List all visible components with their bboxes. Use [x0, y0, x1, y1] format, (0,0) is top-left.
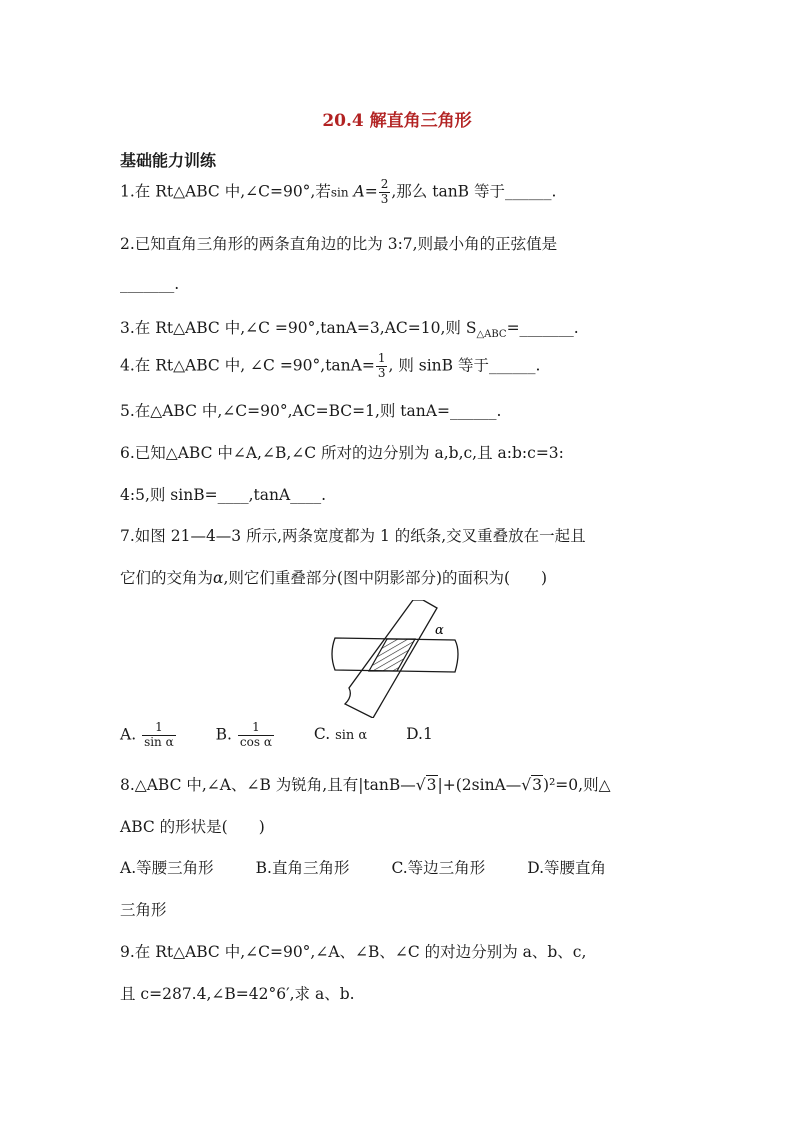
q7-option-c-label: C.: [313, 725, 331, 744]
question-3: [120, 316, 680, 340]
q4-denominator: 3: [377, 365, 386, 380]
crossing-strips-figure: [325, 600, 465, 718]
q3-subscript: △ABC: [476, 329, 507, 341]
q8-option-b: B.直角三角形: [255, 859, 350, 877]
question-7-line-2: [120, 566, 680, 588]
q1-post: ,那么 tanB 等于______.: [391, 182, 557, 201]
q7-option-a-label: A.: [120, 725, 137, 744]
q8-pre: 8.△ABC 中,∠A、∠B 为锐角,且有|tanB—: [120, 776, 416, 794]
q4-numerator: 1: [377, 351, 386, 365]
q3-post: =_______.: [506, 319, 579, 337]
section-heading: 基础能力训练: [120, 151, 217, 170]
q7-option-c-text: sin α: [335, 728, 368, 744]
question-7-options: [120, 721, 680, 750]
q7-alpha: α: [213, 569, 224, 587]
q7-option-d: [406, 725, 433, 743]
question-2-line-1: 2.已知直角三角形的两条直角边的比为 3:7,则最小角的正弦值是: [120, 235, 558, 253]
q7-line2-pre: 它们的交角为: [120, 569, 214, 587]
question-5: 5.在△ABC 中,∠C=90°,AC=BC=1,则 tanA=______.: [120, 402, 502, 420]
overlap-region: [369, 639, 415, 671]
question-8-line-2: ABC 的形状是( ): [120, 818, 265, 836]
q8-option-a: A.等腰三角形: [120, 859, 214, 877]
question-4: [120, 352, 680, 381]
q8-mid: |+(2sinA—: [437, 776, 522, 794]
question-7-line-1: 7.如图 21—4—3 所示,两条宽度都为 1 的纸条,交叉重叠放在一起且: [120, 527, 586, 545]
q4-text: 4.在 Rt△ABC 中, ∠C =90°,tanA=: [120, 356, 375, 375]
q7-option-b-num: 1: [238, 721, 274, 736]
q7-option-c: [314, 725, 367, 743]
q7-option-b: [216, 721, 275, 750]
q7-option-d-label: D.: [406, 725, 423, 744]
q7-option-b-label: B.: [215, 725, 232, 744]
q4-post: , 则 sinB 等于______.: [388, 356, 541, 375]
question-2-line-2: _______.: [120, 275, 180, 293]
q7-option-a-den: sin α: [144, 734, 174, 749]
q1-denominator: 3: [380, 191, 389, 206]
question-1: [120, 178, 680, 207]
q1-var-a: A: [353, 182, 365, 201]
question-8-line-1: [120, 773, 680, 795]
question-9-line-2: 且 c=287.4,∠B=42°6′,求 a、b.: [120, 985, 355, 1003]
question-6-line-1: 6.已知△ABC 中∠A,∠B,∠C 所对的边分别为 a,b,c,且 a:b:c=3:: [120, 444, 564, 462]
q1-fraction: [379, 178, 391, 207]
page-title: 20.4 解直角三角形: [322, 111, 472, 131]
question-8-option-d-continued: 三角形: [120, 901, 167, 919]
q1-numerator: 2: [380, 177, 389, 191]
question-8-options: [120, 856, 680, 878]
q3-text: 3.在 Rt△ABC 中,∠C =90°,tanA=3,AC=10,则 S: [120, 319, 477, 337]
q8-post: )²=0,则△: [543, 776, 611, 794]
q8-sqrt-2: √3: [521, 776, 543, 794]
q7-option-b-fraction: [238, 721, 274, 750]
strip-shapes: [332, 600, 458, 718]
q7-option-a: [120, 721, 177, 750]
q1-sin: sin: [330, 185, 349, 200]
q8-option-d: D.等腰直角: [527, 859, 607, 877]
q7-option-d-text: 1: [422, 725, 433, 744]
q7-option-a-fraction: [142, 721, 176, 750]
q1-text: 1.在 Rt△ABC 中,∠C=90°,若: [120, 182, 331, 201]
figure-alpha-label: α: [435, 623, 444, 638]
q7-line2-post: ,则它们重叠部分(图中阴影部分)的面积为( ): [223, 569, 548, 587]
q1-eq: =: [364, 182, 378, 201]
q7-option-b-den: cos α: [239, 734, 272, 749]
q7-option-a-num: 1: [142, 721, 176, 736]
q8-sqrt-1: √3: [415, 776, 437, 794]
q8-option-c: C.等边三角形: [391, 859, 486, 877]
q8-root-1: 3: [426, 776, 437, 794]
q4-fraction: [376, 352, 388, 381]
question-9-line-1: 9.在 Rt△ABC 中,∠C=90°,∠A、∠B、∠C 的对边分别为 a、b、c,: [120, 943, 587, 961]
question-6-line-2: 4:5,则 sinB=____,tanA____.: [120, 486, 327, 504]
q8-root-2: 3: [532, 776, 543, 794]
